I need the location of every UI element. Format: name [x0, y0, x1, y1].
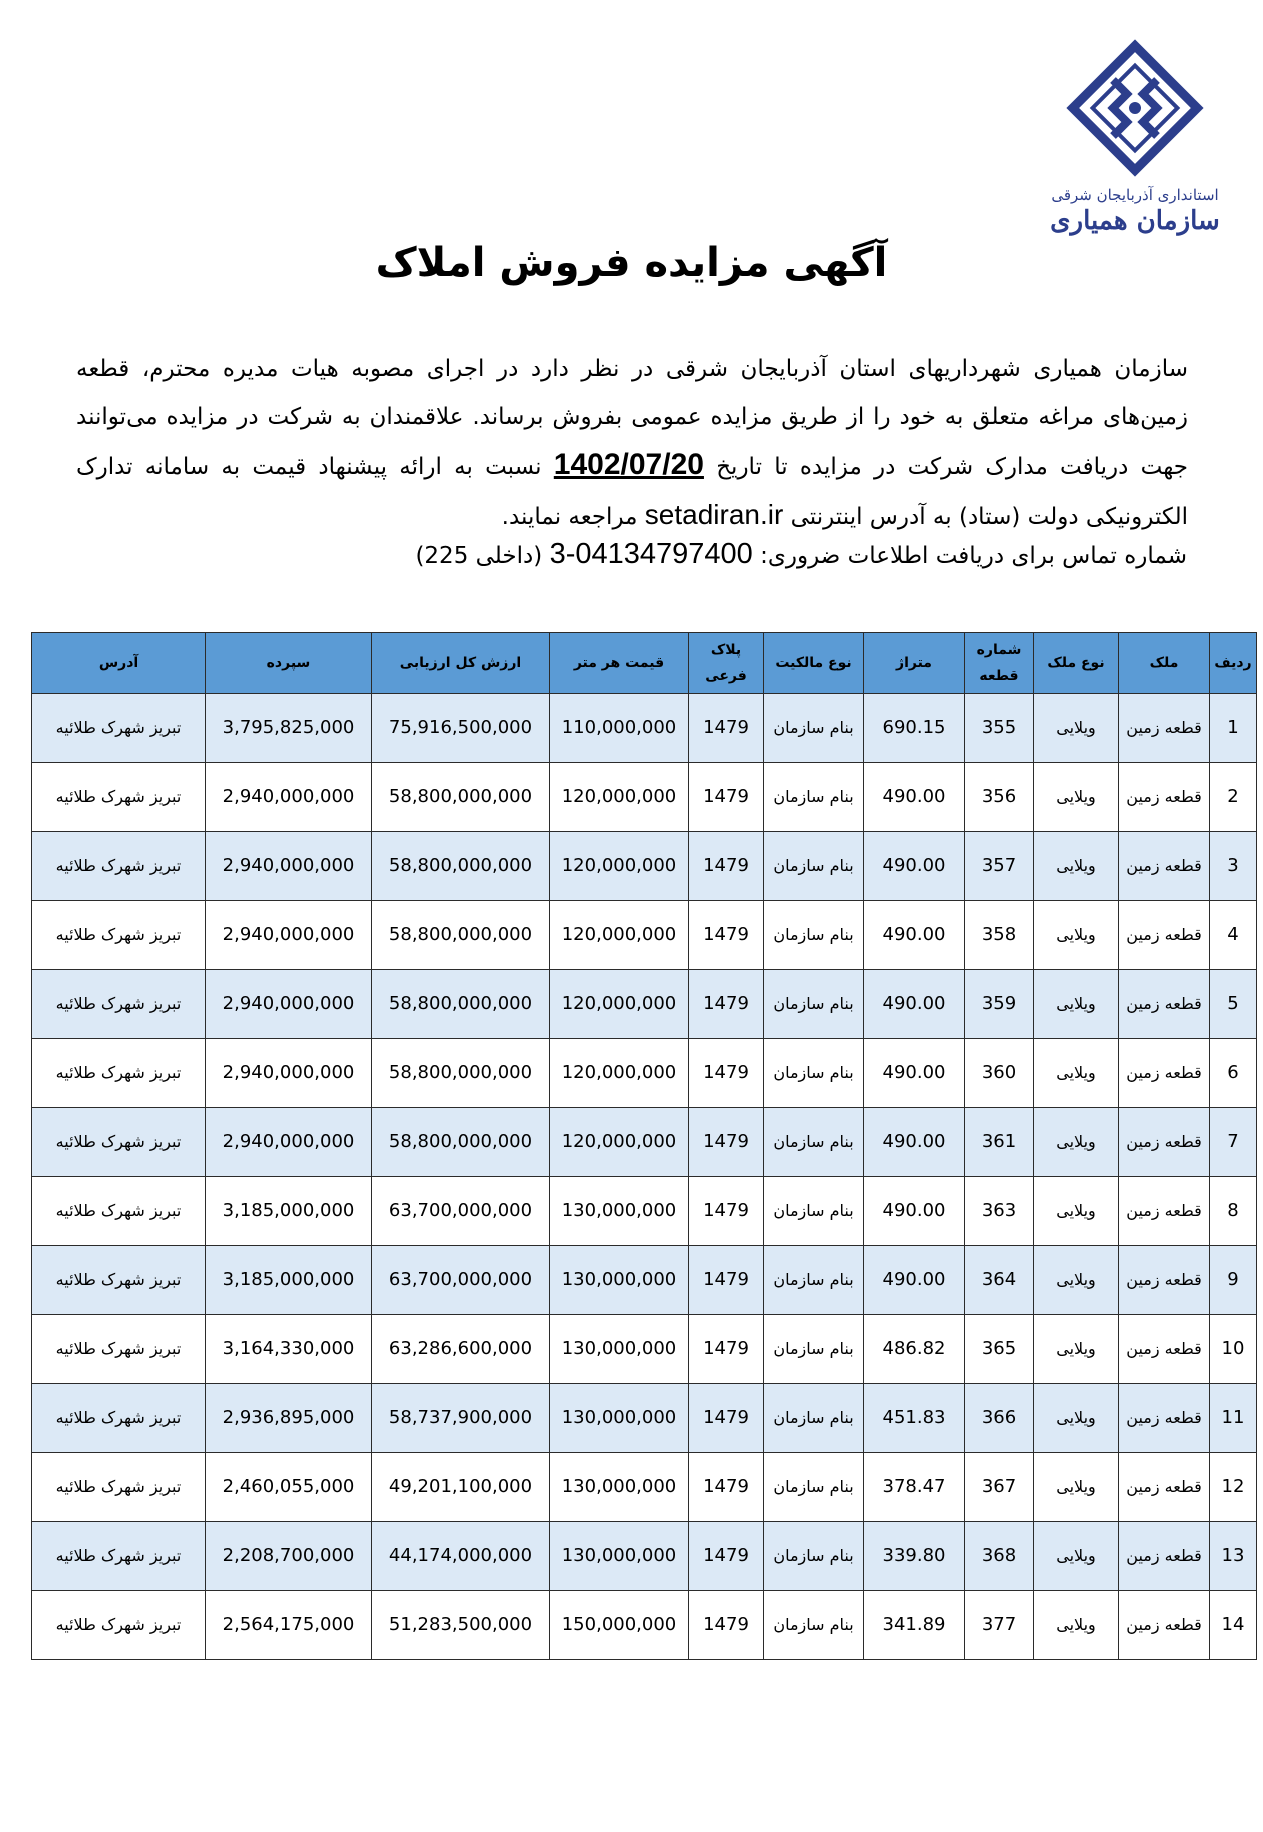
cell-plate: 1479 — [689, 694, 764, 763]
cell-parcel-number: 368 — [965, 1522, 1034, 1591]
table-row — [32, 832, 1257, 901]
deadline-date: 1402/07/20 — [553, 448, 704, 481]
cell-area: 490.00 — [864, 1246, 965, 1315]
table-row — [32, 1453, 1257, 1522]
cell-area: 490.00 — [864, 832, 965, 901]
cell-property-type: ویلایی — [1034, 1246, 1119, 1315]
cell-property: قطعه زمین — [1119, 901, 1210, 970]
cell-parcel-number: 357 — [965, 832, 1034, 901]
cell-total-value: 44,174,000,000 — [372, 1522, 550, 1591]
cell-price-per-meter: 120,000,000 — [550, 763, 689, 832]
cell-total-value: 75,916,500,000 — [372, 694, 550, 763]
cell-price-per-meter: 130,000,000 — [550, 1246, 689, 1315]
page-title: آگهی مزایده فروش املاک — [375, 240, 888, 286]
cell-plate: 1479 — [689, 763, 764, 832]
table-row — [32, 970, 1257, 1039]
cell-deposit: 2,208,700,000 — [206, 1522, 372, 1591]
table-row — [32, 763, 1257, 832]
cell-address: تبریز شهرک طلائیه — [32, 901, 206, 970]
cell-property-type: ویلایی — [1034, 763, 1119, 832]
table-row — [32, 1039, 1257, 1108]
cell-ownership: بنام سازمان — [764, 1177, 864, 1246]
header-property: ملک — [1119, 633, 1210, 694]
cell-row-number: 14 — [1210, 1591, 1257, 1660]
contact-phone: 04134797400-3 — [549, 538, 753, 570]
cell-deposit: 2,940,000,000 — [206, 970, 372, 1039]
cell-row-number: 7 — [1210, 1108, 1257, 1177]
cell-property-type: ویلایی — [1034, 1108, 1119, 1177]
cell-property: قطعه زمین — [1119, 1453, 1210, 1522]
cell-parcel-number: 363 — [965, 1177, 1034, 1246]
cell-address: تبریز شهرک طلائیه — [32, 970, 206, 1039]
header-area: متراژ — [864, 633, 965, 694]
cell-deposit: 2,564,175,000 — [206, 1591, 372, 1660]
intro-text-part2: نسبت به ارائه پیشنهاد قیمت به سامانه تدارک الکترونیکی دولت (ستاد) به آدرس اینترنتی — [76, 454, 1188, 530]
cell-address: تبریز شهرک طلائیه — [32, 832, 206, 901]
cell-price-per-meter: 130,000,000 — [550, 1177, 689, 1246]
table-row — [32, 694, 1257, 763]
cell-price-per-meter: 150,000,000 — [550, 1591, 689, 1660]
cell-property-type: ویلایی — [1034, 1522, 1119, 1591]
cell-property: قطعه زمین — [1119, 832, 1210, 901]
cell-property: قطعه زمین — [1119, 694, 1210, 763]
cell-property: قطعه زمین — [1119, 1039, 1210, 1108]
cell-parcel-number: 365 — [965, 1315, 1034, 1384]
cell-deposit: 2,460,055,000 — [206, 1453, 372, 1522]
cell-property: قطعه زمین — [1119, 1108, 1210, 1177]
cell-address: تبریز شهرک طلائیه — [32, 1384, 206, 1453]
cell-property: قطعه زمین — [1119, 1177, 1210, 1246]
cell-property-type: ویلایی — [1034, 1384, 1119, 1453]
cell-row-number: 2 — [1210, 763, 1257, 832]
cell-property: قطعه زمین — [1119, 1522, 1210, 1591]
cell-price-per-meter: 120,000,000 — [550, 970, 689, 1039]
cell-total-value: 58,800,000,000 — [372, 1108, 550, 1177]
header-parcel-number: شماره قطعه — [965, 633, 1034, 694]
table-row — [32, 1522, 1257, 1591]
contact-label: شماره تماس برای دریافت اطلاعات ضروری: — [760, 543, 1187, 569]
cell-ownership: بنام سازمان — [764, 763, 864, 832]
cell-price-per-meter: 120,000,000 — [550, 1039, 689, 1108]
cell-address: تبریز شهرک طلائیه — [32, 1108, 206, 1177]
org-name: سازمان همیاری — [1050, 206, 1220, 236]
cell-parcel-number: 361 — [965, 1108, 1034, 1177]
cell-price-per-meter: 130,000,000 — [550, 1522, 689, 1591]
cell-row-number: 9 — [1210, 1246, 1257, 1315]
cell-plate: 1479 — [689, 970, 764, 1039]
cell-price-per-meter: 120,000,000 — [550, 1108, 689, 1177]
cell-deposit: 2,940,000,000 — [206, 901, 372, 970]
cell-plate: 1479 — [689, 1453, 764, 1522]
cell-area: 341.89 — [864, 1591, 965, 1660]
cell-total-value: 63,286,600,000 — [372, 1315, 550, 1384]
cell-row-number: 12 — [1210, 1453, 1257, 1522]
cell-area: 490.00 — [864, 901, 965, 970]
cell-plate: 1479 — [689, 1108, 764, 1177]
cell-property-type: ویلایی — [1034, 901, 1119, 970]
cell-plate: 1479 — [689, 1384, 764, 1453]
cell-plate: 1479 — [689, 1315, 764, 1384]
table-row — [32, 1177, 1257, 1246]
cell-total-value: 58,800,000,000 — [372, 832, 550, 901]
cell-parcel-number: 366 — [965, 1384, 1034, 1453]
cell-total-value: 58,800,000,000 — [372, 901, 550, 970]
cell-deposit: 3,164,330,000 — [206, 1315, 372, 1384]
header-property-type: نوع ملک — [1034, 633, 1119, 694]
cell-deposit: 3,185,000,000 — [206, 1246, 372, 1315]
auction-table — [31, 632, 1257, 1660]
cell-address: تبریز شهرک طلائیه — [32, 1315, 206, 1384]
header-total-value: ارزش کل ارزیابی — [372, 633, 550, 694]
cell-plate: 1479 — [689, 1591, 764, 1660]
cell-total-value: 58,800,000,000 — [372, 1039, 550, 1108]
cell-area: 490.00 — [864, 1177, 965, 1246]
cell-area: 339.80 — [864, 1522, 965, 1591]
cell-property-type: ویلایی — [1034, 1591, 1119, 1660]
cell-ownership: بنام سازمان — [764, 901, 864, 970]
cell-property-type: ویلایی — [1034, 1453, 1119, 1522]
cell-price-per-meter: 130,000,000 — [550, 1315, 689, 1384]
cell-deposit: 2,936,895,000 — [206, 1384, 372, 1453]
cell-parcel-number: 367 — [965, 1453, 1034, 1522]
cell-price-per-meter: 110,000,000 — [550, 694, 689, 763]
table-row — [32, 1108, 1257, 1177]
table-body — [32, 694, 1257, 1660]
logo-emblem-icon — [1065, 38, 1205, 178]
table-row — [32, 1591, 1257, 1660]
cell-total-value: 63,700,000,000 — [372, 1246, 550, 1315]
cell-ownership: بنام سازمان — [764, 1315, 864, 1384]
cell-area: 490.00 — [864, 1039, 965, 1108]
cell-total-value: 58,800,000,000 — [372, 970, 550, 1039]
contact-line — [415, 538, 1187, 571]
cell-address: تبریز شهرک طلائیه — [32, 1522, 206, 1591]
cell-ownership: بنام سازمان — [764, 1522, 864, 1591]
cell-property-type: ویلایی — [1034, 832, 1119, 901]
cell-total-value: 49,201,100,000 — [372, 1453, 550, 1522]
table-row — [32, 1315, 1257, 1384]
cell-parcel-number: 359 — [965, 970, 1034, 1039]
cell-property: قطعه زمین — [1119, 763, 1210, 832]
cell-address: تبریز شهرک طلائیه — [32, 1039, 206, 1108]
cell-plate: 1479 — [689, 1039, 764, 1108]
cell-area: 486.82 — [864, 1315, 965, 1384]
header-row-number: ردیف — [1210, 633, 1257, 694]
contact-extension: (داخلی 225) — [415, 543, 543, 569]
cell-ownership: بنام سازمان — [764, 1039, 864, 1108]
cell-price-per-meter: 120,000,000 — [550, 901, 689, 970]
cell-plate: 1479 — [689, 1522, 764, 1591]
cell-parcel-number: 358 — [965, 901, 1034, 970]
header-address: آدرس — [32, 633, 206, 694]
cell-plate: 1479 — [689, 832, 764, 901]
cell-ownership: بنام سازمان — [764, 1591, 864, 1660]
cell-ownership: بنام سازمان — [764, 1384, 864, 1453]
cell-address: تبریز شهرک طلائیه — [32, 763, 206, 832]
cell-property: قطعه زمین — [1119, 970, 1210, 1039]
cell-property-type: ویلایی — [1034, 970, 1119, 1039]
cell-total-value: 58,737,900,000 — [372, 1384, 550, 1453]
cell-price-per-meter: 130,000,000 — [550, 1384, 689, 1453]
cell-ownership: بنام سازمان — [764, 1246, 864, 1315]
cell-row-number: 1 — [1210, 694, 1257, 763]
cell-address: تبریز شهرک طلائیه — [32, 1177, 206, 1246]
cell-deposit: 2,940,000,000 — [206, 763, 372, 832]
cell-property-type: ویلایی — [1034, 1039, 1119, 1108]
intro-paragraph — [76, 345, 1188, 541]
cell-row-number: 13 — [1210, 1522, 1257, 1591]
cell-deposit: 2,940,000,000 — [206, 1108, 372, 1177]
cell-property: قطعه زمین — [1119, 1246, 1210, 1315]
cell-price-per-meter: 120,000,000 — [550, 832, 689, 901]
cell-plate: 1479 — [689, 901, 764, 970]
cell-address: تبریز شهرک طلائیه — [32, 1591, 206, 1660]
cell-parcel-number: 364 — [965, 1246, 1034, 1315]
org-parent-name: استانداری آذربایجان شرقی — [1051, 186, 1219, 204]
cell-row-number: 3 — [1210, 832, 1257, 901]
cell-row-number: 6 — [1210, 1039, 1257, 1108]
header-plate: پلاک فرعی — [689, 633, 764, 694]
cell-row-number: 8 — [1210, 1177, 1257, 1246]
cell-row-number: 5 — [1210, 970, 1257, 1039]
cell-parcel-number: 355 — [965, 694, 1034, 763]
cell-total-value: 51,283,500,000 — [372, 1591, 550, 1660]
cell-property-type: ویلایی — [1034, 1315, 1119, 1384]
cell-deposit: 2,940,000,000 — [206, 832, 372, 901]
cell-ownership: بنام سازمان — [764, 1453, 864, 1522]
table-row — [32, 1246, 1257, 1315]
cell-property-type: ویلایی — [1034, 694, 1119, 763]
cell-ownership: بنام سازمان — [764, 1108, 864, 1177]
cell-row-number: 11 — [1210, 1384, 1257, 1453]
cell-total-value: 63,700,000,000 — [372, 1177, 550, 1246]
cell-area: 490.00 — [864, 970, 965, 1039]
website-link[interactable]: setadiran.ir — [644, 499, 784, 530]
cell-area: 451.83 — [864, 1384, 965, 1453]
cell-address: تبریز شهرک طلائیه — [32, 694, 206, 763]
organization-logo — [1050, 38, 1220, 258]
cell-property: قطعه زمین — [1119, 1384, 1210, 1453]
table-row — [32, 1384, 1257, 1453]
cell-row-number: 10 — [1210, 1315, 1257, 1384]
cell-plate: 1479 — [689, 1246, 764, 1315]
cell-deposit: 2,940,000,000 — [206, 1039, 372, 1108]
cell-area: 490.00 — [864, 763, 965, 832]
intro-text-part3: مراجعه نمایند. — [501, 504, 638, 530]
cell-ownership: بنام سازمان — [764, 694, 864, 763]
cell-property: قطعه زمین — [1119, 1315, 1210, 1384]
header-deposit: سپرده — [206, 633, 372, 694]
cell-row-number: 4 — [1210, 901, 1257, 970]
cell-address: تبریز شهرک طلائیه — [32, 1246, 206, 1315]
cell-address: تبریز شهرک طلائیه — [32, 1453, 206, 1522]
cell-parcel-number: 360 — [965, 1039, 1034, 1108]
cell-ownership: بنام سازمان — [764, 832, 864, 901]
cell-parcel-number: 377 — [965, 1591, 1034, 1660]
table-row — [32, 901, 1257, 970]
cell-area: 378.47 — [864, 1453, 965, 1522]
cell-deposit: 3,185,000,000 — [206, 1177, 372, 1246]
cell-plate: 1479 — [689, 1177, 764, 1246]
cell-parcel-number: 356 — [965, 763, 1034, 832]
cell-property-type: ویلایی — [1034, 1177, 1119, 1246]
table-header-row — [32, 633, 1257, 694]
intro-text-part1: سازمان همیاری شهرداریهای استان آذربایجان شرقی در نظر دارد در اجرای مصوبه هیات مدیره محترم، قطعه زمین‌های مراغه متعلق به خود را از طریق مزایده عمومی بفروش برساند. علاقمندان به شرکت در مزایده می‌توانند جهت دریافت مدارک شرکت در مزایده تا تاریخ — [76, 356, 1189, 480]
header-ownership: نوع مالکیت — [764, 633, 864, 694]
cell-property: قطعه زمین — [1119, 1591, 1210, 1660]
cell-area: 690.15 — [864, 694, 965, 763]
cell-total-value: 58,800,000,000 — [372, 763, 550, 832]
cell-area: 490.00 — [864, 1108, 965, 1177]
cell-ownership: بنام سازمان — [764, 970, 864, 1039]
header-price-per-meter: قیمت هر متر — [550, 633, 689, 694]
cell-deposit: 3,795,825,000 — [206, 694, 372, 763]
cell-price-per-meter: 130,000,000 — [550, 1453, 689, 1522]
